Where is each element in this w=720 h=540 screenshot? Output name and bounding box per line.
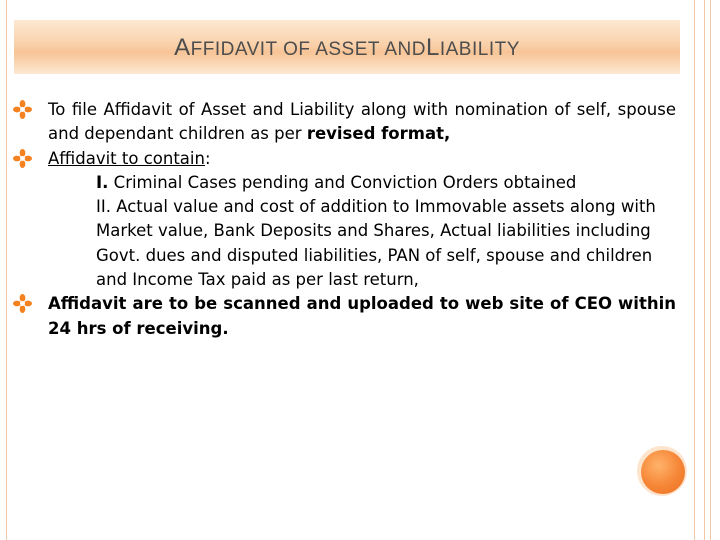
bullet-1-text: To file Affidavit of Asset and Liability along with nomination of self, spouse and dependant children as per [48, 100, 676, 144]
decor-line-right-1 [694, 0, 695, 540]
slide-title [14, 34, 680, 62]
sub-item-1-text: Criminal Cases pending and Conviction Orders obtained [108, 172, 577, 192]
decor-line-right-2 [704, 0, 705, 540]
title-initial-cap: A [174, 34, 191, 61]
bullet-2-heading: Affidavit to contain [48, 148, 205, 168]
title-band [14, 20, 680, 74]
bullet-item-3 [48, 292, 676, 341]
title-text-part1: FFIDAVIT OF ASSET AND [190, 39, 426, 60]
flower-bullet-icon [13, 100, 32, 119]
sub-item-1 [48, 171, 676, 195]
title-second-cap: L [426, 34, 440, 61]
sub-item-2-text: Actual value and cost of addition to Immovable assets along with Market value, Bank Deposits and Shares, Actual liabilities including Govt. dues and disputed liabilities, PAN of self, spouse and children and Income Tax paid as per last return, [96, 197, 656, 290]
bullet-1-bold-text: revised format, [306, 124, 451, 144]
flower-bullet-icon [13, 294, 32, 313]
bullet-3-text: Affidavit are to be scanned and uploaded to web site of CEO within 24 hrs of receiving. [48, 294, 676, 338]
flower-bullet-icon [13, 149, 32, 168]
decor-line-left [6, 0, 7, 540]
title-text-part2: IABILITY [439, 39, 520, 60]
bullet-item-2 [48, 147, 676, 293]
sub-item-2-label: II. [96, 197, 111, 217]
slide-content [48, 98, 676, 341]
bullet-item-1 [48, 98, 676, 147]
sub-item-1-label: I. [96, 172, 109, 192]
decor-line-right-3 [710, 0, 711, 540]
sub-item-2 [48, 195, 676, 292]
bullet-2-colon: : [204, 148, 211, 168]
orange-circle-icon [641, 450, 685, 494]
